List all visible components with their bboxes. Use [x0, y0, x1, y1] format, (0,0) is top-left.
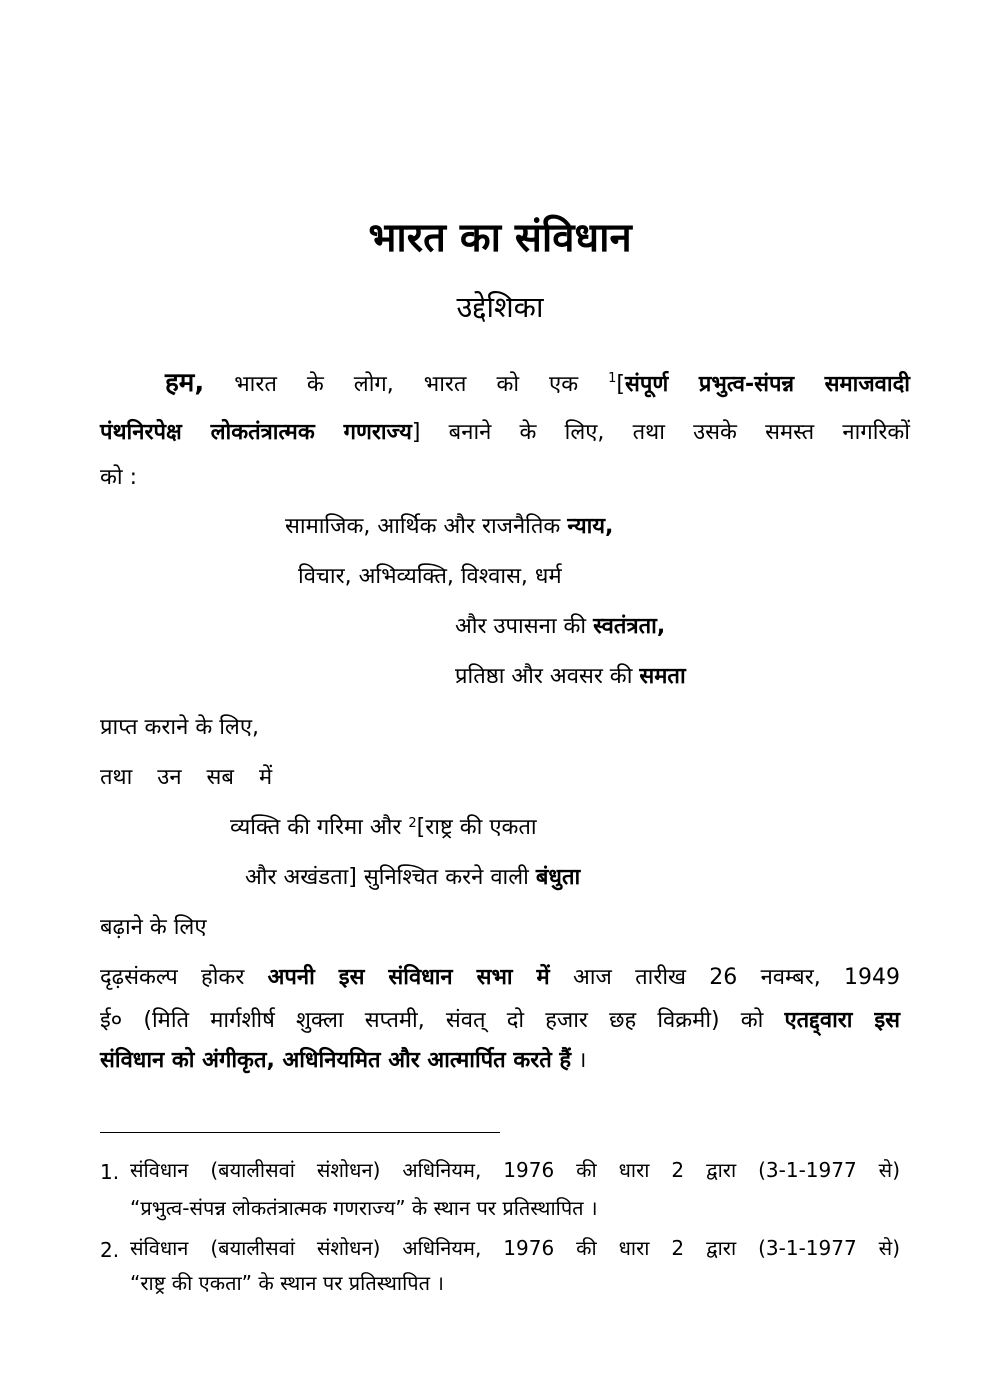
footnote-divider [100, 1132, 500, 1133]
liberty-line-2 [455, 612, 665, 642]
document-title: भारत का संविधान [368, 215, 632, 261]
preamble-line-1 [165, 368, 910, 400]
closing-bold: संविधान को अंगीकृत, अधिनियमित और आत्मार्पित करते हैं [100, 1048, 572, 1073]
fraternity-text-1: व्यक्ति की गरिमा और [230, 815, 409, 840]
justice-text: सामाजिक, आर्थिक और राजनैतिक [285, 514, 568, 539]
document-subtitle: उद्देशिका [456, 290, 544, 324]
liberty-text: और उपासना की [455, 614, 594, 639]
date-bold: एतद्द्वारा इस [784, 1008, 900, 1033]
preamble-line-3: को : [100, 465, 137, 490]
resolve-text-1: दृढ़संकल्प होकर [100, 965, 268, 990]
liberty-line-1: विचार, अभिव्यक्ति, विश्वास, धर्म [298, 564, 562, 589]
equality-text: प्रतिष्ठा और अवसर की [455, 664, 640, 689]
equality-line [455, 662, 686, 692]
footnote-2-number: 2. [100, 1238, 120, 1262]
justice-word: न्याय, [567, 514, 614, 539]
after-republic-text: ] बनाने के लिए, तथा उसके समस्त नागरिकों [411, 420, 910, 445]
fraternity-text-2: [राष्ट्र की एकता [416, 815, 537, 840]
liberty-word: स्वतंत्रता, [593, 614, 666, 639]
bracket-open: [ [616, 372, 625, 397]
opening-text: भारत के लोग, भारत को एक [204, 372, 609, 397]
promote-line: बढ़ाने के लिए [100, 915, 207, 940]
date-text: ई० (मिति मार्गशीर्ष शुक्ला सप्तमी, संवत् दो हजार छह विक्रमी) को [100, 1008, 785, 1033]
footnote-2-line-2: “राष्ट्र की एकता” के स्थान पर प्रतिस्थापित । [130, 1271, 444, 1295]
footnote-1-line-2: “प्रभुत्व-संपन्न लोकतंत्रात्मक गणराज्य” के स्थान पर प्रतिस्थापित । [130, 1196, 598, 1220]
fraternity-text-3: और अखंडता] सुनिश्चित करने वाली [245, 865, 536, 890]
footnote-marker-1: 1 [608, 371, 617, 386]
fraternity-line-1 [230, 813, 537, 843]
date-line [100, 1006, 900, 1036]
equality-word: समता [639, 664, 686, 689]
footnote-marker-2: 2 [408, 816, 417, 831]
all-line: तथा उन सब में [100, 765, 273, 790]
justice-line [285, 512, 613, 542]
secure-line: प्राप्त कराने के लिए, [100, 715, 259, 740]
closing-line [100, 1046, 586, 1076]
fraternity-word: बंधुता [535, 865, 581, 890]
closing-end: । [571, 1048, 587, 1073]
resolve-bold: अपनी इस संविधान सभा में [267, 965, 550, 990]
resolve-text-2: आज तारीख 26 नवम्बर, 1949 [549, 965, 900, 990]
footnote-2-line-1: संविधान (बयालीसवां संशोधन) अधिनियम, 1976 की धारा 2 द्वारा (3-1-1977 से) [130, 1236, 900, 1260]
republic-phrase-part-2: पंथनिरपेक्ष लोकतंत्रात्मक गणराज्य [100, 420, 412, 445]
footnote-1-line-1: संविधान (बयालीसवां संशोधन) अधिनियम, 1976 की धारा 2 द्वारा (3-1-1977 से) [130, 1158, 900, 1182]
preamble-line-2 [100, 418, 910, 448]
resolve-line [100, 963, 900, 993]
republic-phrase-part-1: संपूर्ण प्रभुत्व-संपन्न समाजवादी [624, 372, 910, 397]
footnote-1-number: 1. [100, 1160, 120, 1184]
opening-word: हम, [165, 368, 205, 398]
fraternity-line-2 [245, 863, 580, 893]
